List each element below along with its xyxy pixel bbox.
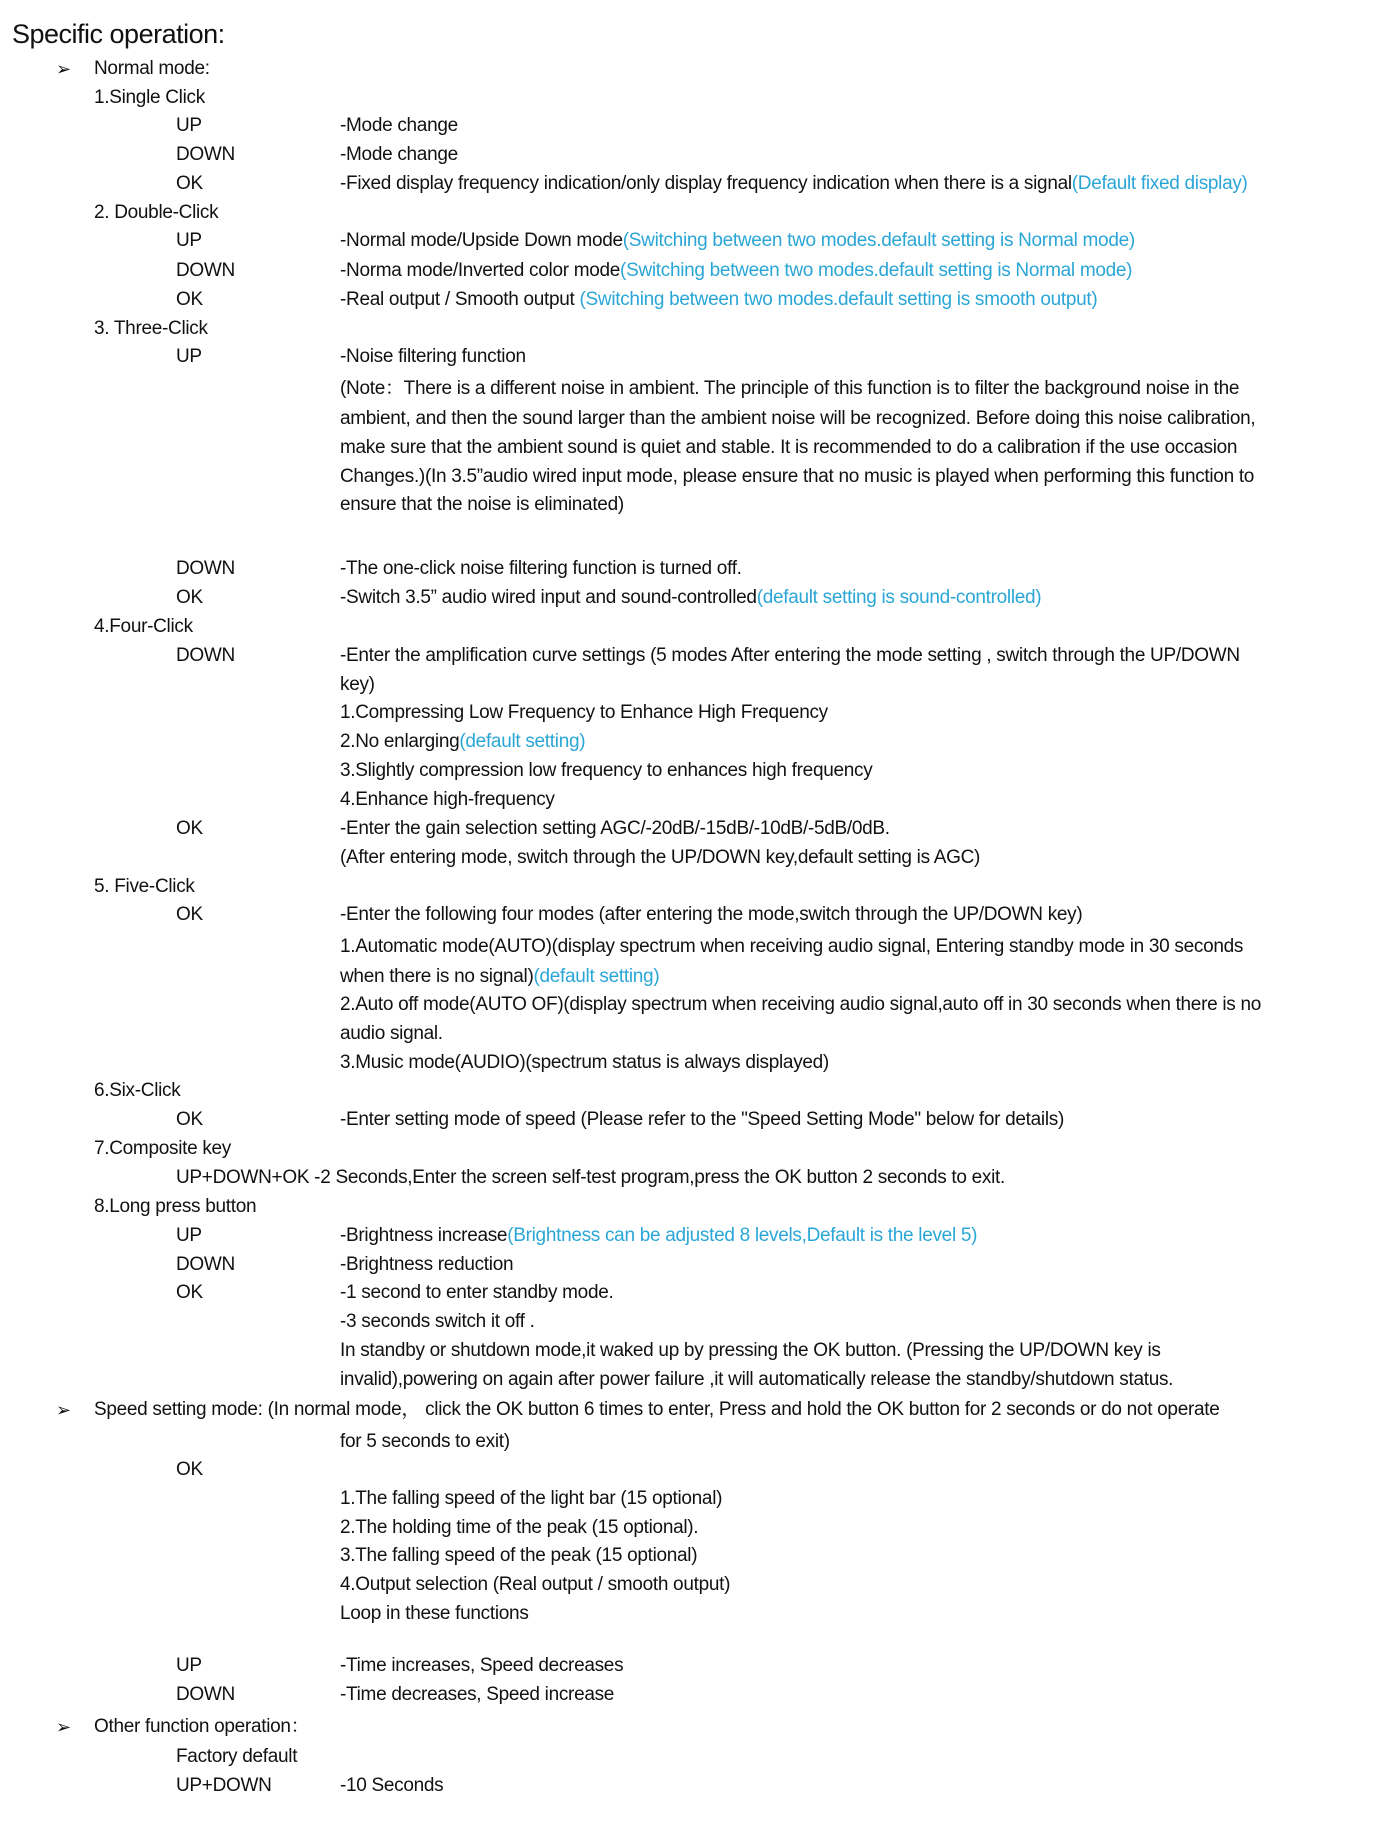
section-heading-normal-mode: Normal mode: bbox=[94, 58, 210, 79]
note-line: ambient, and then the sound larger than the ambient noise will be recognized. Before doing this noise calibration, bbox=[340, 408, 1256, 429]
key-description bbox=[340, 259, 1132, 283]
key-description: -Enter the amplification curve settings (5 modes After entering the mode setting , switch through the UP/DOWN bbox=[340, 645, 1240, 666]
note-line: ensure that the noise is eliminated) bbox=[340, 494, 624, 515]
default-note: (Brightness can be adjusted 8 levels,Default is the level 5) bbox=[507, 1225, 978, 1246]
description-text: when there is no signal) bbox=[340, 966, 534, 987]
note-line: Changes.)(In 3.5”audio wired input mode, please ensure that no music is played when performing this function to bbox=[340, 466, 1255, 487]
mode-item: audio signal. bbox=[340, 1023, 443, 1044]
section-heading-continuation: for 5 seconds to exit) bbox=[340, 1431, 510, 1452]
mode-item bbox=[340, 965, 659, 989]
default-note: (Switching between two modes.default setting is smooth output) bbox=[579, 289, 1098, 310]
subheading-single-click: 1.Single Click bbox=[94, 87, 205, 108]
curve-mode-item bbox=[340, 730, 585, 754]
key-label: UP+DOWN bbox=[176, 1775, 272, 1796]
note-line: (Note：There is a different noise in ambient. The principle of this function is to filter the background noise in the bbox=[340, 378, 1240, 399]
key-label: OK bbox=[176, 1109, 203, 1130]
key-description: -The one-click noise filtering function is turned off. bbox=[340, 558, 742, 579]
default-note: (Switching between two modes.default setting is Normal mode) bbox=[620, 260, 1133, 281]
default-note: (default setting) bbox=[459, 731, 586, 752]
key-description: (After entering mode, switch through the UP/DOWN key,default setting is AGC) bbox=[340, 847, 981, 868]
key-label: OK bbox=[176, 904, 203, 925]
key-description: -10 Seconds bbox=[340, 1775, 444, 1796]
key-description: -Brightness reduction bbox=[340, 1254, 514, 1275]
page-title: Specific operation: bbox=[12, 19, 225, 49]
key-label: OK bbox=[176, 173, 203, 194]
default-note: (default setting is sound-controlled) bbox=[756, 587, 1042, 608]
key-description: -Enter the gain selection setting AGC/-20dB/-15dB/-10dB/-5dB/0dB. bbox=[340, 818, 890, 839]
subheading-factory-default: Factory default bbox=[176, 1746, 298, 1767]
speed-item: 4.Output selection (Real output / smooth output) bbox=[340, 1574, 731, 1595]
arrow-bullet-icon: ➢ bbox=[56, 1400, 72, 1420]
description-text: -Fixed display frequency indication/only display frequency indication when there is a signal bbox=[340, 173, 1072, 194]
description-text: 2.No enlarging bbox=[340, 731, 460, 752]
key-description bbox=[340, 288, 1097, 312]
speed-item: 1.The falling speed of the light bar (15 optional) bbox=[340, 1488, 723, 1509]
key-description: -Time decreases, Speed increase bbox=[340, 1684, 615, 1705]
key-description bbox=[340, 586, 1041, 610]
key-label: OK bbox=[176, 818, 203, 839]
key-label: DOWN bbox=[176, 1684, 235, 1705]
section-heading-speed-setting: Speed setting mode: (In normal mode， click the OK button 6 times to enter, Press and hold the OK button for 2 seconds or do not operate bbox=[94, 1399, 1220, 1420]
key-description bbox=[340, 229, 1135, 253]
default-note: (Default fixed display) bbox=[1071, 173, 1248, 194]
subheading-long-press: 8.Long press button bbox=[94, 1196, 257, 1217]
key-description: invalid),powering on again after power failure ,it will automatically release the standby/shutdown status. bbox=[340, 1369, 1174, 1390]
key-label: DOWN bbox=[176, 260, 235, 281]
mode-item: 1.Automatic mode(AUTO)(display spectrum when receiving audio signal, Entering standby mode in 30 seconds bbox=[340, 936, 1244, 957]
key-label: DOWN bbox=[176, 1254, 235, 1275]
key-description: key) bbox=[340, 674, 375, 695]
description-text: -Brightness increase bbox=[340, 1225, 508, 1246]
key-description: -Enter the following four modes (after entering the mode,switch through the UP/DOWN key) bbox=[340, 904, 1083, 925]
key-description bbox=[340, 172, 1248, 196]
description-text: -Real output / Smooth output bbox=[340, 289, 580, 310]
key-description: -3 seconds switch it off . bbox=[340, 1311, 535, 1332]
key-label: UP bbox=[176, 1225, 202, 1246]
subheading-six-click: 6.Six-Click bbox=[94, 1080, 181, 1101]
subheading-five-click: 5. Five-Click bbox=[94, 876, 195, 897]
key-label: UP bbox=[176, 230, 202, 251]
key-description: In standby or shutdown mode,it waked up by pressing the OK button. (Pressing the UP/DOWN key is bbox=[340, 1340, 1161, 1361]
key-description: -Noise filtering function bbox=[340, 346, 526, 367]
key-label: OK bbox=[176, 1282, 203, 1303]
mode-item: 2.Auto off mode(AUTO OF)(display spectrum when receiving audio signal,auto off in 30 seconds when there is no bbox=[340, 994, 1261, 1015]
key-description: -1 second to enter standby mode. bbox=[340, 1282, 614, 1303]
subheading-composite-key: 7.Composite key bbox=[94, 1138, 232, 1159]
default-note: (Switching between two modes.default setting is Normal mode) bbox=[622, 230, 1135, 251]
key-description: -Mode change bbox=[340, 115, 458, 136]
section-heading-other-function: Other function operation： bbox=[94, 1716, 310, 1737]
arrow-bullet-icon: ➢ bbox=[56, 1717, 72, 1737]
speed-item: 2.The holding time of the peak (15 optional). bbox=[340, 1517, 699, 1538]
speed-item: 3.The falling speed of the peak (15 optional) bbox=[340, 1545, 698, 1566]
key-label: DOWN bbox=[176, 645, 235, 666]
note-line: make sure that the ambient sound is quiet and stable. It is recommended to do a calibration if the use occasion bbox=[340, 437, 1238, 458]
key-label: DOWN bbox=[176, 558, 235, 579]
subheading-three-click: 3. Three-Click bbox=[94, 318, 208, 339]
curve-mode-item: 4.Enhance high-frequency bbox=[340, 789, 555, 810]
key-description: -Time increases, Speed decreases bbox=[340, 1655, 624, 1676]
key-label: OK bbox=[176, 1459, 203, 1480]
curve-mode-item: 1.Compressing Low Frequency to Enhance High Frequency bbox=[340, 702, 828, 723]
key-description: -Mode change bbox=[340, 144, 458, 165]
key-label: OK bbox=[176, 587, 203, 608]
key-label: OK bbox=[176, 289, 203, 310]
subheading-four-click: 4.Four-Click bbox=[94, 616, 193, 637]
default-note: (default setting) bbox=[533, 966, 660, 987]
description-text: -Switch 3.5” audio wired input and sound-controlled bbox=[340, 587, 757, 608]
key-label: UP bbox=[176, 1655, 202, 1676]
key-label: DOWN bbox=[176, 144, 235, 165]
subheading-double-click: 2. Double-Click bbox=[94, 202, 219, 223]
key-label: UP bbox=[176, 346, 202, 367]
speed-item: Loop in these functions bbox=[340, 1603, 529, 1624]
description-text: -Normal mode/Upside Down mode bbox=[340, 230, 623, 251]
mode-item: 3.Music mode(AUDIO)(spectrum status is always displayed) bbox=[340, 1052, 829, 1073]
description-text: -Norma mode/Inverted color mode bbox=[340, 260, 621, 281]
key-description: -Enter setting mode of speed (Please refer to the "Speed Setting Mode" below for details) bbox=[340, 1109, 1064, 1130]
composite-key-description: UP+DOWN+OK -2 Seconds,Enter the screen self-test program,press the OK button 2 seconds to exit. bbox=[176, 1167, 1006, 1188]
key-label: UP bbox=[176, 115, 202, 136]
arrow-bullet-icon: ➢ bbox=[56, 59, 72, 79]
key-description bbox=[340, 1224, 977, 1248]
curve-mode-item: 3.Slightly compression low frequency to enhances high frequency bbox=[340, 760, 873, 781]
